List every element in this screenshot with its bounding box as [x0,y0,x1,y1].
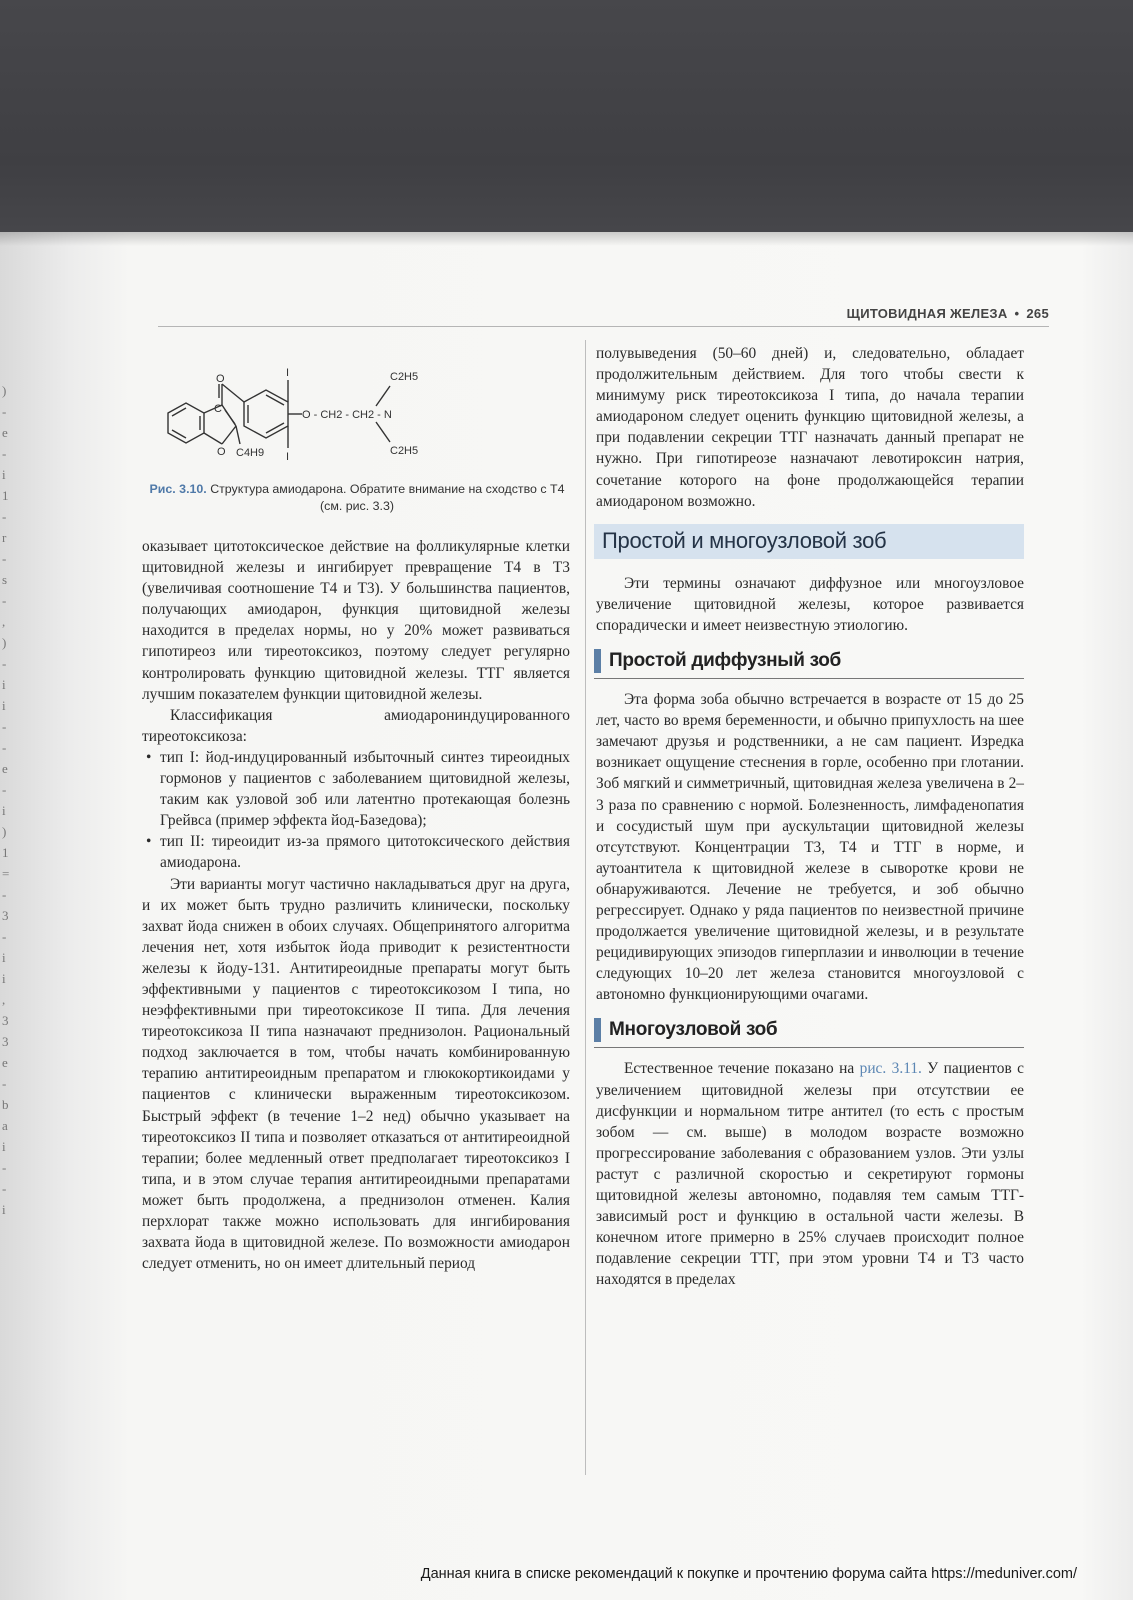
margin-mark: - [2,1181,7,1196]
subheading-multinodular-goiter [594,1017,1024,1048]
text-run: У пациентов с увеличением щитовидной железы при отсутствии ее дисфункции и нормальном титре антител (то есть с простым зобом — см. выше) в молодом возрасте возможно прогрессирование заболевания с образованием узлов. Эти узлы растут с различной скоростью и секретируют гормоны щитовидной железы автономно, подавляя тем самым ТТГ-зависимый рост и функцию в остальной части железы. В конечном итоге примерно в 25% случаев происходит полное подавление секреции ТТГ, при этом уровни Т4 и Т3 часто находятся в пределах [596,1060,1024,1289]
label-ethyl-top: C2H5 [390,371,419,383]
margin-mark: e [2,761,8,776]
margin-mark: 1 [2,488,9,503]
margin-mark: , [2,614,6,629]
header-rule [158,326,1049,327]
margin-mark: - [2,656,7,671]
bullet-marker: • [146,748,152,766]
label-ethyl-bottom: C2H5 [390,445,419,457]
page-number: 265 [1026,306,1049,321]
label-c-carbonyl: C [214,403,222,415]
margin-mark: - [2,782,7,797]
subheading-diffuse-goiter [594,648,1024,679]
margin-mark: 3 [2,1013,9,1028]
margin-mark: i [2,698,6,713]
figure-caption [142,481,572,515]
paragraph-classification: Классификация амиодарониндуцированного тиреотоксикоза: [142,706,570,745]
margin-mark: i [2,1202,6,1217]
running-title: ЩИТОВИДНАЯ ЖЕЛЕЗА [846,306,1008,321]
margin-mark: 3 [2,908,9,923]
footer-watermark-note: Данная книга в списке рекомендаций к покупке и прочтению форума сайта https://meduniver.com/ [420,1566,1077,1582]
margin-mark: b [2,1097,9,1112]
classification-list [142,747,570,874]
running-header [847,306,1049,321]
paragraph-multinodular-goiter [596,1058,1024,1290]
paragraph-treatment: Эти варианты могут частично накладываться друг на друга, и их может быть трудно различить клинически, поскольку захват йода снижен в обоих случаях. Общепринятого алгоритма лечения нет, хотя избыток йода приводит к резистентности железы к йоду-131. Антитиреоидные препараты могут быть эффективными у пациентов с тиреотоксикозом I типа, но неэффективными при тиреотоксикозе II типа. Для лечения тиреотоксикоза II типа назначают преднизолон. Рациональный подход заключается в том, чтобы начать комбинированную терапию антитиреоидным препаратом и глюкокортикоидами у пациентов с клинически выраженным тиреотоксикозом. Быстрый эффект (в течение 1–2 нед) обычно указывает на тиреотоксикоз II типа и позволяет отказаться от антитиреоидной терапии; более медленный ответ предполагает тиреотоксикоз I типа, и в этом случае терапия антитиреоидными препаратами может быть продолжена, а преднизолон отменен. Калия перхлорат также можно использовать для ингибирования захвата йода в щитовидной железе. По возможности амиодарон следует отменить, но он имеет длительный период [142,875,570,1273]
margin-mark: - [2,740,7,755]
figure-reference-link[interactable]: рис. 3.11. [859,1060,922,1078]
margin-mark: e [2,425,8,440]
list-item-text: тип I: йод-индуцированный избыточный синтез тиреоидных гормонов у пациентов с заболеванием щитовидной железы, таким как узловой зоб или латентно протекающая болезнь Грейвса (пример эффекта йод-Базедова); [160,748,570,830]
left-column [142,536,570,1274]
margin-mark: s [2,572,8,587]
margin-mark: - [2,1160,7,1175]
figure-caption-label: Рис. 3.10. [149,482,207,496]
subheading-text: Многоузловой зоб [609,1019,778,1041]
margin-mark: - [2,446,7,461]
text-run: Естественное течение показано на [624,1060,860,1078]
scanner-background [0,0,1133,232]
paragraph-goiter-intro: Эти термины означают диффузное или многоузловое увеличение щитовидной железы, которое развивается спорадически и имеет неизвестную этиологию. [596,574,1024,634]
label-o-ring: O [217,446,226,458]
margin-mark: - [2,887,7,902]
margin-mark: ) [2,635,7,650]
margin-mark: a [2,1118,8,1133]
margin-mark: - [2,404,7,419]
amiodarone-structure-diagram [160,360,560,472]
paragraph-cytotoxic: оказывает цитотоксическое действие на фолликулярные клетки щитовидной железы и ингибирует превращение Т4 в Т3 (увеличивая соотношение Т4 и Т3). У большинства пациентов, получающих амиодарон, функция щитовидной железы находится в пределах нормы, но у 20% может развиваться гипотиреоз или тиреотоксикоз, поэтому следует регулярно контролировать функцию щитовидной железы. ТТГ является лучшим показателем функции щитовидной железы. [142,538,570,703]
margin-mark: - [2,719,7,734]
section-heading-goiter: Простой и многоузловой зоб [594,524,1024,559]
heading-bar-marker [594,1018,601,1042]
margin-mark: i [2,803,6,818]
heading-bar-marker [594,649,601,673]
label-side-chain: O - CH2 - CH2 - N [302,409,392,421]
label-iodine-top: I [286,367,290,379]
margin-mark: - [2,929,7,944]
margin-mark: = [2,866,10,881]
margin-bleed-marks [2,380,16,1220]
margin-mark: 1 [2,845,9,860]
label-butyl: C4H9 [236,447,265,459]
margin-mark: - [2,509,7,524]
margin-mark: i [2,677,6,692]
figure-caption-text: Структура амиодарона. Обратите внимание на сходство с Т4 (см. рис. 3.3) [210,482,565,513]
margin-mark: e [2,1055,8,1070]
margin-mark: i [2,971,6,986]
margin-mark: ) [2,383,7,398]
margin-mark: ) [2,824,7,839]
label-o-carbonyl: O [216,373,225,385]
column-divider [585,340,586,1475]
paragraph-diffuse-goiter: Эта форма зоба обычно встречается в возрасте от 15 до 25 лет, часто во время беременности, и обычно припухлость на шее замечают друзья и родственники, а не сам пациент. Изредка возникает ощущение стеснения в горле, особенно при глотании. Зоб мягкий и симметричный, щитовидная железа увеличена в 2–3 раза по сравнению с нормой. Болезненность, лимфаденопатия и сосудистый шум при аускультации щитовидной железы отсутствуют. Концентрации Т3, Т4 и ТТГ в норме, и аутоантитела к щитовидной железе в сыворотке крови не обнаруживаются. Лечение не требуется, и зоб обычно регрессирует. Однако у ряда пациентов по неизвестной причине продолжается увеличение щитовидной железы, и в результате рецидивирующих эпизодов гиперплазии и инволюции в течение следующих 10–20 лет железа становится многоузловой с автономно функционирующими очагами. [596,691,1024,1004]
page-edge-shadow [0,232,1133,246]
margin-mark: , [2,992,6,1007]
subheading-text: Простой диффузный зоб [609,650,841,672]
margin-mark: i [2,1139,6,1154]
margin-mark: - [2,551,7,566]
header-separator: • [1014,306,1020,321]
list-item-text: тип II: тиреоидит из-за прямого цитотоксического действия амиодарона. [160,833,570,872]
margin-mark: i [2,950,6,965]
bullet-marker: • [146,833,152,851]
list-item-type-2 [142,831,570,873]
margin-mark: r [2,530,7,545]
right-column [596,343,1024,1290]
margin-mark: - [2,593,7,608]
margin-mark: 3 [2,1034,9,1049]
margin-mark: i [2,467,6,482]
margin-mark: - [2,1076,7,1091]
paragraph-half-life: полувыведения (50–60 дней) и, следовательно, обладает продолжительным действием. Для того чтобы свести к минимуму риск тиреотоксикоза I типа, до начала терапии амиодароном следует оценить функцию щитовидной железы, а при подавлении секреции ТТГ назначать данный препарат не нужно. При гипотиреозе назначают левотироксин натрия, сочетание которого на фоне продолжающейся терапии амиодароном возможно. [596,345,1024,510]
label-iodine-bottom: I [286,451,290,463]
list-item-type-1 [142,747,570,831]
figure-amiodarone [142,360,572,520]
